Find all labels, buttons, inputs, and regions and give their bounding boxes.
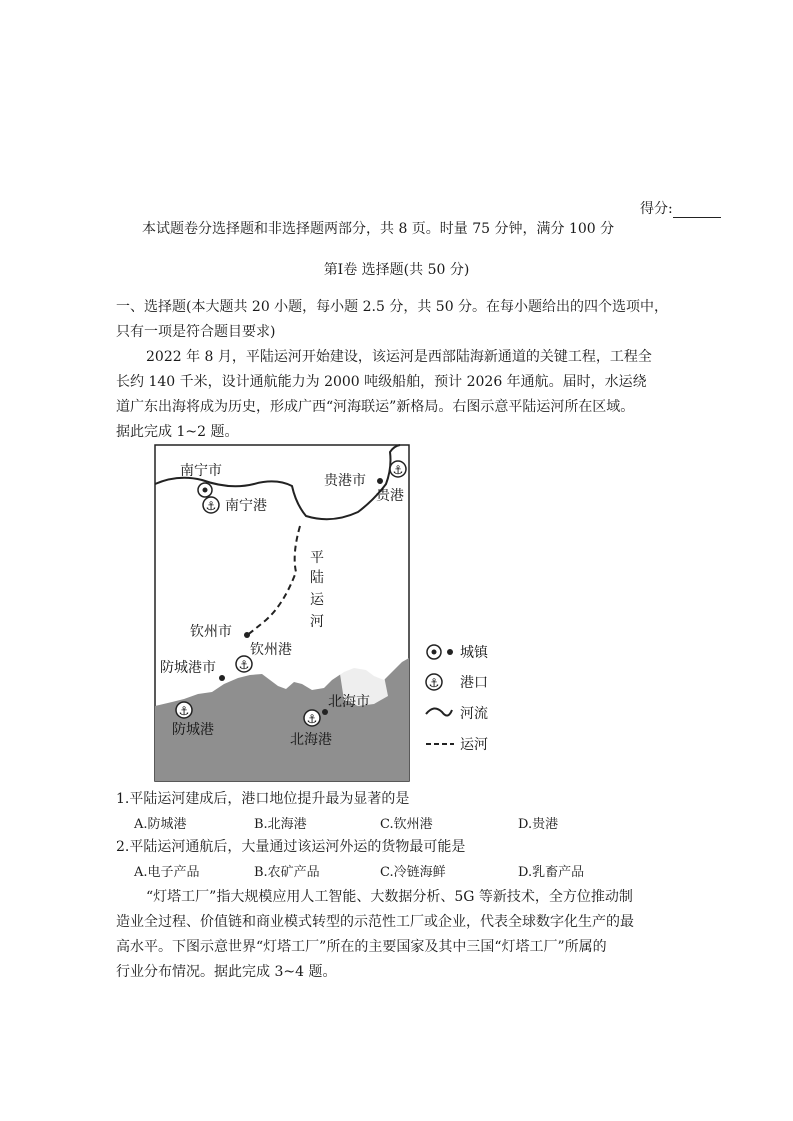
qinzhou-city-label: 钦州市 bbox=[190, 624, 232, 640]
score-blank[interactable] bbox=[673, 203, 721, 218]
beihai-port-anchor-icon bbox=[304, 710, 320, 726]
svg-text:⚓: ⚓ bbox=[428, 676, 440, 690]
fangcheng-port-label: 防城港 bbox=[172, 722, 214, 738]
river-legend-icon bbox=[426, 708, 452, 715]
question-2-option-b[interactable]: B.农矿产品 bbox=[254, 865, 320, 880]
question-2-option-a[interactable]: A.电子产品 bbox=[134, 865, 200, 880]
passage1-line-3: 道广东出海将成为历史，形成广西“河海联运”新格局。右图示意平陆运河所在区域。 bbox=[116, 399, 635, 415]
section-title: 第Ⅰ卷 选择题(共 50 分) bbox=[323, 262, 470, 278]
svg-text:⚓: ⚓ bbox=[178, 704, 190, 718]
canal-label-3: 运 bbox=[310, 592, 324, 608]
instructions-line-1: 一、选择题(本大题共 20 小题，每小题 2.5 分，共 50 分。在每小题给出的四个选项中， bbox=[116, 299, 669, 315]
svg-text:⚓: ⚓ bbox=[392, 463, 404, 477]
svg-text:⚓: ⚓ bbox=[238, 658, 250, 672]
score-label: 得分: bbox=[640, 201, 673, 217]
town-legend-icon bbox=[427, 645, 453, 659]
beihai-city-label: 北海市 bbox=[328, 694, 370, 710]
nanning-city-label: 南宁市 bbox=[180, 463, 222, 479]
canal-label-4: 河 bbox=[310, 614, 324, 630]
canal-label-1: 平 bbox=[310, 550, 324, 566]
qinzhou-port-anchor-icon bbox=[236, 656, 252, 672]
qinzhou-port-label: 钦州港 bbox=[250, 642, 292, 658]
question-2-option-c[interactable]: C.冷链海鲜 bbox=[380, 865, 446, 880]
gui-port-anchor-icon bbox=[390, 461, 406, 477]
instructions-line-2: 只有一项是符合题目要求) bbox=[116, 324, 276, 340]
passage2-line-2: 造业全过程、价值链和商业模式转型的示范性工厂或企业，代表全球数字化生产的最 bbox=[116, 914, 634, 930]
svg-text:⚓: ⚓ bbox=[205, 499, 217, 513]
qinzhou-city-dot bbox=[244, 632, 250, 638]
beihai-port-label: 北海港 bbox=[290, 732, 332, 748]
legend-port-label: 港口 bbox=[460, 675, 488, 691]
svg-text:⚓: ⚓ bbox=[306, 712, 318, 726]
score-field bbox=[640, 198, 721, 218]
legend-town-label: 城镇 bbox=[460, 645, 488, 661]
guigang-city-dot bbox=[377, 478, 383, 484]
gui-port-label: 贵港 bbox=[376, 488, 404, 504]
port-legend-icon bbox=[426, 674, 442, 690]
passage1-line-4: 据此完成 1~2 题。 bbox=[116, 424, 239, 440]
question-1-option-b[interactable]: B.北海港 bbox=[254, 817, 307, 832]
passage2-line-1: “灯塔工厂”指大规模应用人工智能、大数据分析、5G 等新技术，全方位推动制 bbox=[146, 889, 633, 905]
question-1-option-c[interactable]: C.钦州港 bbox=[380, 817, 433, 832]
nanning-port-label: 南宁港 bbox=[225, 498, 267, 514]
nanning-city-dot bbox=[203, 488, 208, 493]
map-legend bbox=[424, 640, 524, 760]
canal-label-2: 陆 bbox=[310, 570, 324, 586]
question-1-option-a[interactable]: A.防城港 bbox=[134, 817, 187, 832]
passage1-line-1: 2022 年 8 月，平陆运河开始建设，该运河是西部陆海新通道的关键工程，工程全 bbox=[146, 349, 652, 365]
question-1-stem: 1.平陆运河建成后，港口地位提升最为显著的是 bbox=[116, 791, 410, 807]
passage2-line-4: 行业分布情况。据此完成 3~4 题。 bbox=[116, 964, 337, 980]
fangcheng-city-label: 防城港市 bbox=[160, 660, 216, 676]
pinglu-canal-map bbox=[154, 444, 410, 782]
fangcheng-port-anchor-icon bbox=[176, 702, 192, 718]
question-2-stem: 2.平陆运河通航后，大量通过该运河外运的货物最可能是 bbox=[116, 839, 466, 855]
passage1-line-2: 长约 140 千米，设计通航能力为 2000 吨级船舶，预计 2026 年通航。届时，水运绕 bbox=[116, 374, 647, 390]
legend-river-label: 河流 bbox=[460, 706, 488, 722]
exam-intro: 本试题卷分选择题和非选择题两部分，共 8 页。时量 75 分钟，满分 100 分 bbox=[142, 221, 615, 237]
passage2-line-3: 高水平。下图示意世界“灯塔工厂”所在的主要国家及其中三国“灯塔工厂”所属的 bbox=[116, 939, 607, 955]
question-2-option-d[interactable]: D.乳畜产品 bbox=[518, 865, 585, 880]
question-1-option-d[interactable]: D.贵港 bbox=[518, 817, 559, 832]
guigang-city-label: 贵港市 bbox=[324, 473, 366, 489]
nanning-port-anchor-icon bbox=[203, 497, 219, 513]
legend-canal-label: 运河 bbox=[460, 737, 488, 753]
fangcheng-city-dot bbox=[219, 675, 225, 681]
